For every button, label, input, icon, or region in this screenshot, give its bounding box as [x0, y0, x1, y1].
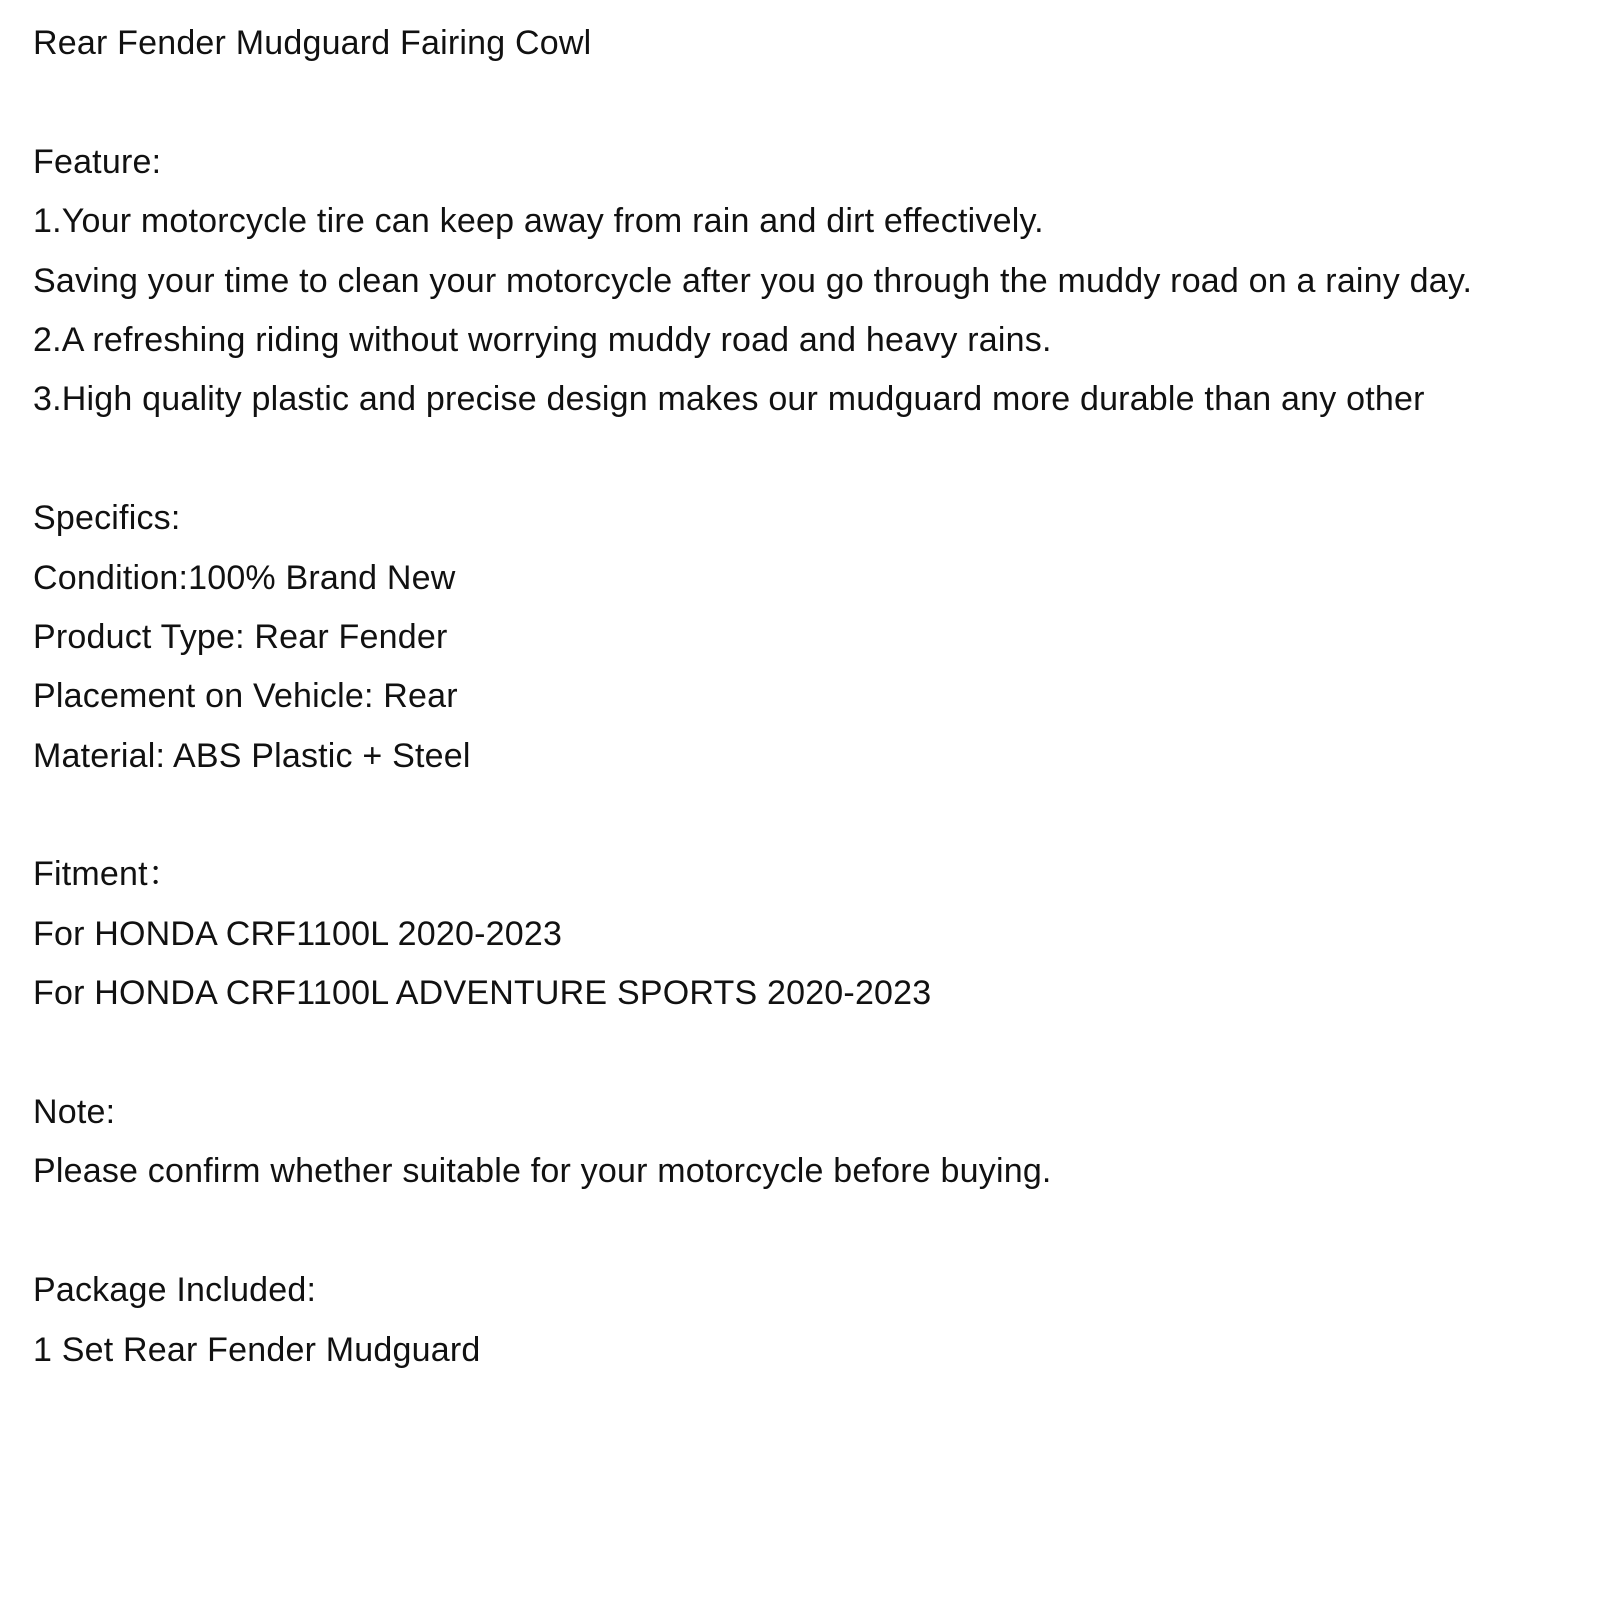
specifics-condition: Condition:100% Brand New	[33, 558, 456, 597]
specifics-product-type: Product Type: Rear Fender	[33, 617, 448, 656]
note-heading: Note:	[33, 1093, 116, 1132]
fitment-line-2: For HONDA CRF1100L ADVENTURE SPORTS 2020-2023	[33, 974, 932, 1013]
package-item: 1 Set Rear Fender Mudguard	[33, 1330, 481, 1369]
feature-line-3: 2.A refreshing riding without worrying muddy road and heavy rains.	[33, 320, 1052, 359]
spacer	[33, 1202, 1583, 1261]
specifics-placement: Placement on Vehicle: Rear	[33, 677, 458, 716]
fitment-line-1: For HONDA CRF1100L 2020-2023	[33, 914, 563, 953]
product-description	[33, 14, 1583, 1380]
spacer	[33, 786, 1583, 845]
fitment-heading: Fitment：	[33, 855, 182, 894]
feature-line-2: Saving your time to clean your motorcycle after you go through the muddy road on a rainy day.	[33, 261, 1473, 300]
specifics-heading: Specifics:	[33, 499, 181, 538]
feature-line-4: 3.High quality plastic and precise design makes our mudguard more durable than any other	[33, 380, 1425, 419]
feature-heading: Feature:	[33, 142, 162, 181]
specifics-material: Material: ABS Plastic + Steel	[33, 736, 471, 775]
spacer	[33, 73, 1583, 132]
package-heading: Package Included:	[33, 1271, 317, 1310]
note-text: Please confirm whether suitable for your motorcycle before buying.	[33, 1152, 1052, 1191]
spacer	[33, 430, 1583, 489]
feature-line-1: 1.Your motorcycle tire can keep away from rain and dirt effectively.	[33, 202, 1044, 241]
product-title: Rear Fender Mudguard Fairing Cowl	[33, 24, 592, 62]
spacer	[33, 1024, 1583, 1083]
